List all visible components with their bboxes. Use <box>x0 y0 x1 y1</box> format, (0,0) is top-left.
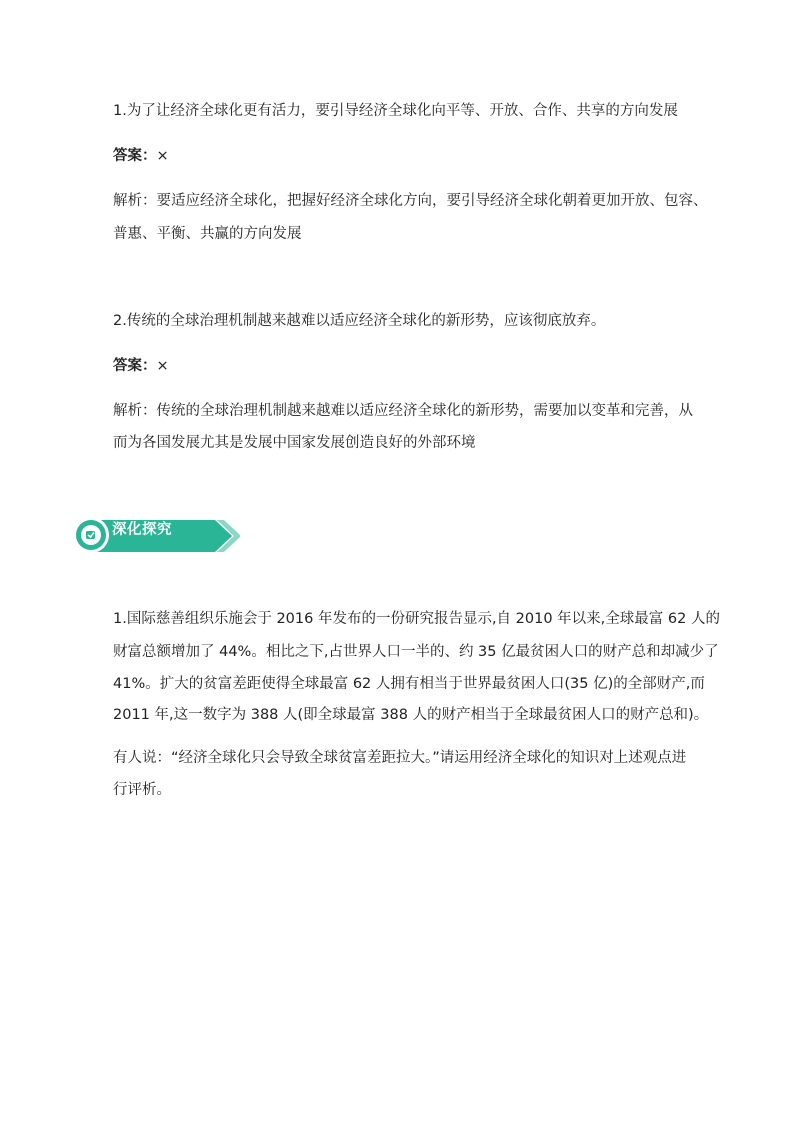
inquiry-prompt-line-1: 有人说：“经济全球化只会导致全球贫富差距拉大。”请运用经济全球化的知识对上述观点进 <box>113 750 687 766</box>
section-title: 深化探究 <box>112 522 172 538</box>
q1-answer <box>113 148 169 165</box>
inquiry-line-4: 2011 年,这一数字为 388 人(即全球最富 388 人的财产相当于全球最贫困人口的财产总和)。 <box>113 707 709 723</box>
q1-analysis-line-1: 解析：要适应经济全球化，把握好经济全球化方向，要引导经济全球化朝着更加开放、包容、 <box>113 193 708 209</box>
inquiry-line-1: 1.国际慈善组织乐施会于 2016 年发布的一份研究报告显示,自 2010 年以来,全球最富 62 人的 <box>113 611 720 627</box>
q2-analysis-line-2: 而为各国发展尤其是发展中国家发展创造良好的外部环境 <box>113 435 476 451</box>
q2-answer-value: × <box>156 358 169 374</box>
q1-question: 1.为了让经济全球化更有活力，要引导经济全球化向平等、开放、合作、共享的方向发展 <box>113 103 678 119</box>
q2-question: 2.传统的全球治理机制越来越难以适应经济全球化的新形势，应该彻底放弃。 <box>113 313 606 329</box>
inquiry-line-3: 41%。扩大的贫富差距使得全球最富 62 人拥有相当于世界最贫困人口(35 亿)的全部财产,而 <box>113 676 705 692</box>
q2-analysis-line-1: 解析：传统的全球治理机制越来越难以适应经济全球化的新形势，需要加以变革和完善，从 <box>113 403 693 419</box>
q2-answer-label: 答案： <box>113 358 157 374</box>
q1-answer-value: × <box>156 148 169 164</box>
q1-analysis-line-2: 普惠、平衡、共赢的方向发展 <box>113 226 302 242</box>
checkbox-icon <box>70 514 112 556</box>
q2-answer <box>113 358 169 375</box>
inquiry-prompt-line-2: 行评析。 <box>113 782 171 798</box>
section-banner <box>70 514 240 556</box>
inquiry-line-2: 财富总额增加了 44%。相比之下,占世界人口一半的、约 35 亿最贫困人口的财产总和却减少了 <box>113 644 719 660</box>
q1-answer-label: 答案： <box>113 148 157 164</box>
